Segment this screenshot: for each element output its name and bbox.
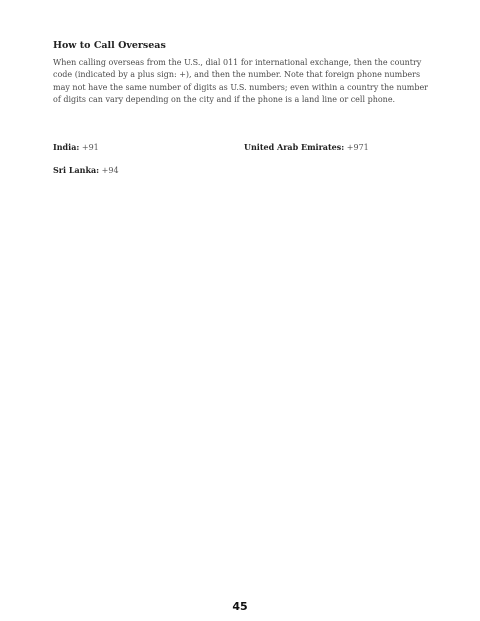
country-name: United Arab Emirates: [244, 142, 345, 152]
country-code-entry [244, 142, 369, 152]
section-body: When calling overseas from the U.S., dial 011 for international exchange, then the country code (indicated by a plus sign: +), and then the number. Note that foreign phone numbers may not have the same number of digits as U.S. numbers; even within a country the number of digits can vary depending on the city and if the phone is a land line or cell phone. [53, 58, 429, 104]
country-code: +91 [81, 143, 99, 152]
page-number: 45 [232, 600, 248, 613]
country-code: +94 [101, 166, 119, 175]
country-code-entry [53, 165, 119, 175]
country-name: India: [53, 142, 80, 152]
country-name: Sri Lanka: [53, 165, 100, 175]
country-code: +971 [346, 143, 369, 152]
section-title: How to Call Overseas [53, 40, 166, 51]
country-code-entry [53, 142, 99, 152]
